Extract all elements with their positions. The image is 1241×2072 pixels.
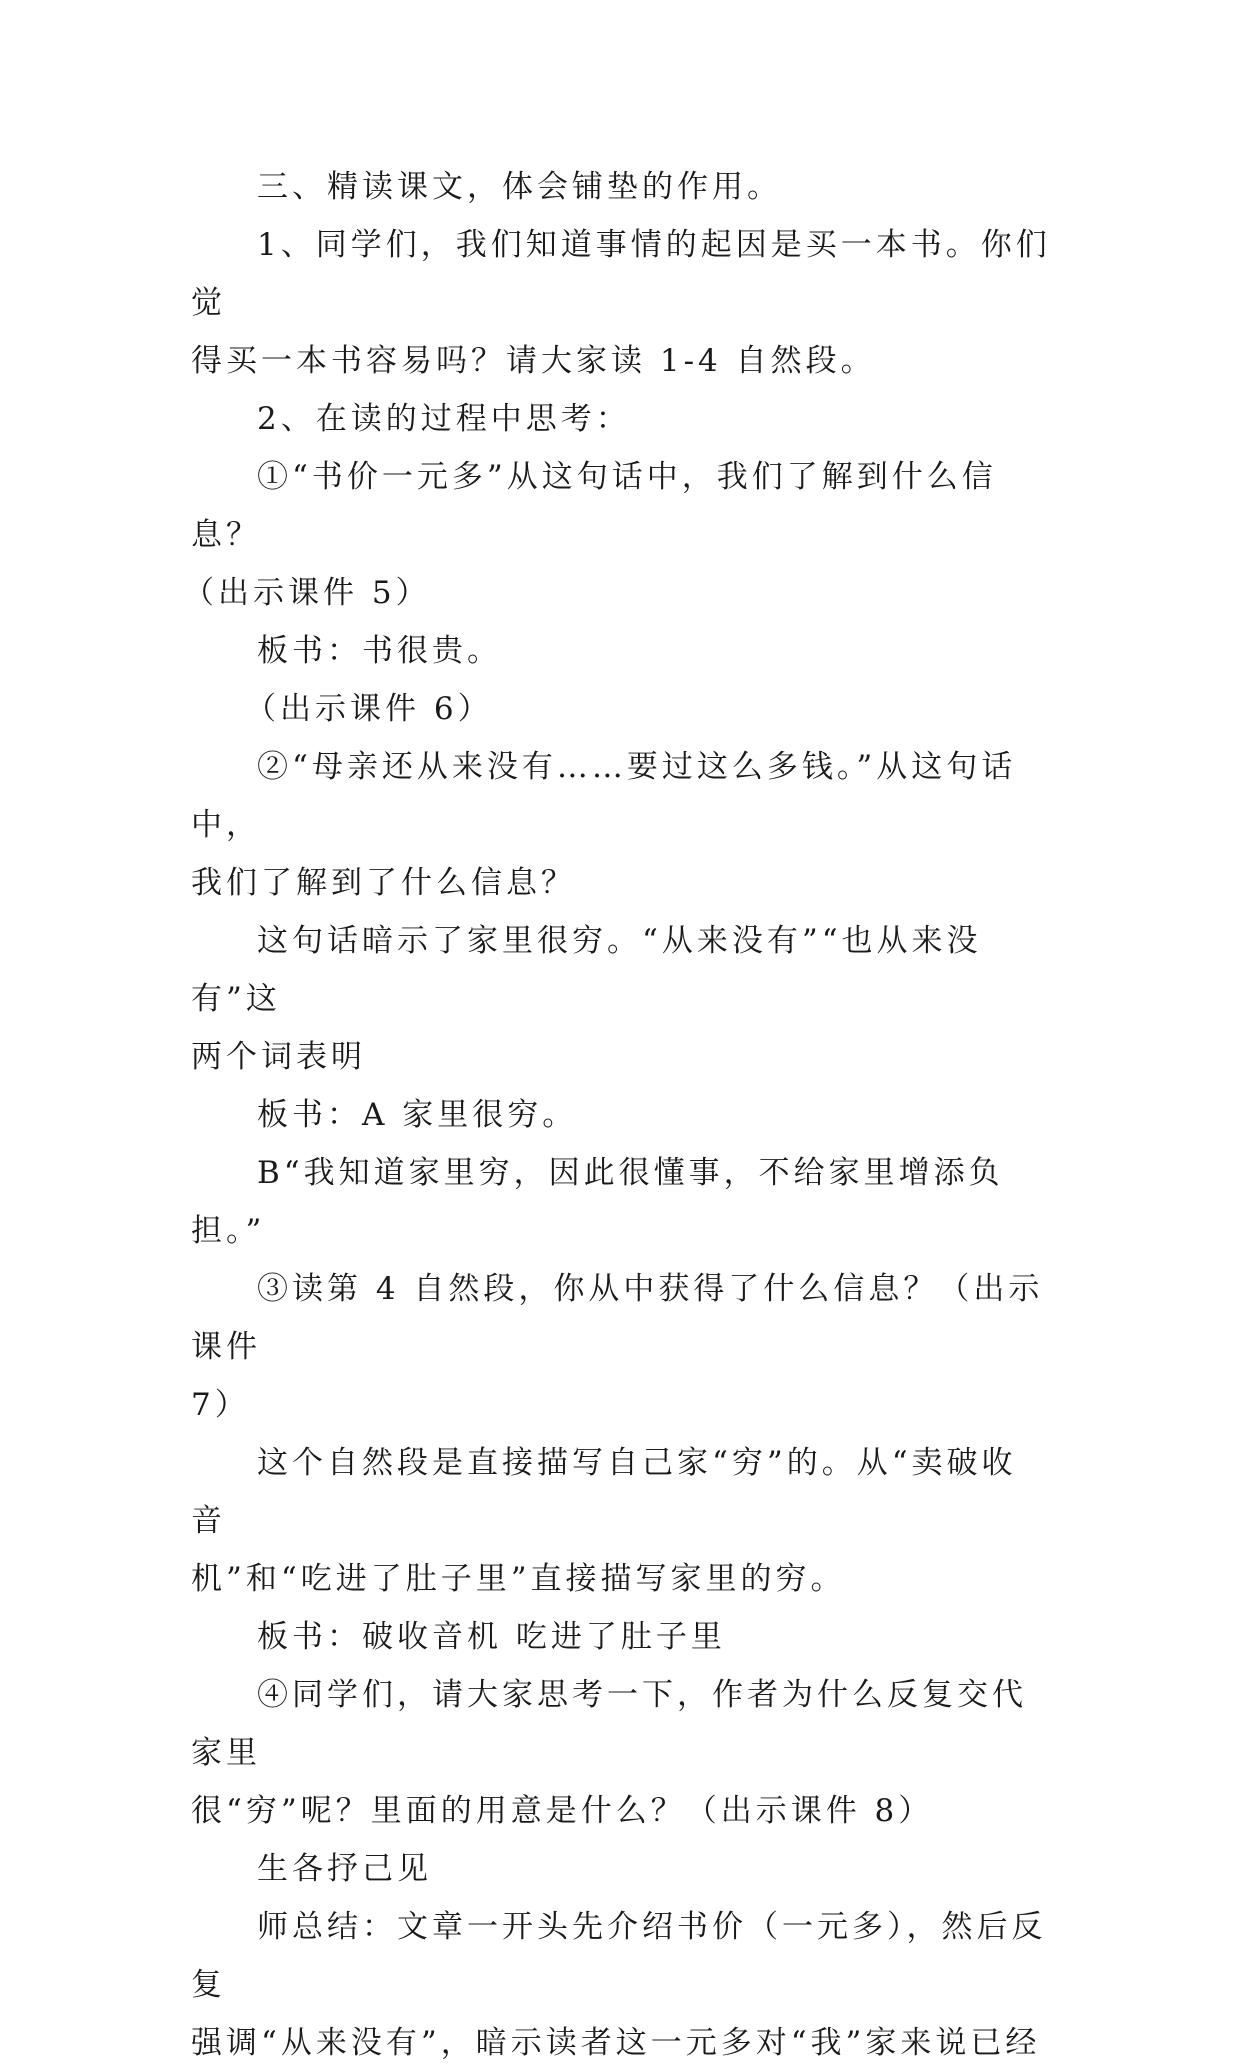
paragraph-line [191,622,1051,680]
paragraph-line [191,1028,1051,1086]
text-line: （出示课件 5） [183,575,431,611]
paragraph-line [191,448,1051,564]
text-line: ④同学们，请大家思考一下，作者为什么反复交代家里 [191,1677,1027,1771]
section-heading [191,158,1051,216]
text-line: 板书：A 家里很穷。 [257,1097,578,1133]
text-line: 我们了解到了什么信息？ [191,865,576,901]
text-line: 这句话暗示了家里很穷。“从来没有”“也从来没有”这 [191,923,982,1017]
text-line: ③读第 4 自然段，你从中获得了什么信息？（出示课件 [191,1271,1044,1365]
text-line: 这个自然段是直接描写自己家“穷”的。从“卖破收音 [191,1445,1017,1539]
text-line: 板书：破收音机 吃进了肚子里 [257,1619,726,1655]
paragraph-line [191,1260,1051,1376]
text-line: B“我知道家里穷，因此很懂事，不给家里增添负担。” [191,1155,1004,1249]
paragraph-line [191,912,1051,1028]
text-line: 板书：书很贵。 [257,633,502,669]
text-line: ①“书价一元多”从这句话中，我们了解到什么信息？ [191,459,997,553]
text-line: 1、同学们，我们知道事情的起因是买一本书。你们觉 [191,227,1051,321]
text-line: 强调“从来没有”，暗示读者这一元多对“我”家来说已经 [191,2025,1041,2061]
paragraph-line [191,332,1051,390]
paragraph-line [191,1550,1051,1608]
paragraph-line [191,1144,1051,1260]
paragraph-line [191,1434,1051,1550]
paragraph-line [191,2014,1051,2072]
text-line: 师总结：文章一开头先介绍书价（一元多），然后反复 [191,1909,1047,2003]
text-line: （出示课件 6） [245,691,493,727]
paragraph-line [191,854,1051,912]
paragraph-line [191,216,1051,332]
paragraph-line [191,1840,1051,1898]
paragraph-line [191,1898,1051,2014]
paragraph-line [191,390,1051,448]
text-line: 得买一本书容易吗？请大家读 1-4 自然段。 [191,343,876,379]
paragraph-line [191,1666,1051,1782]
text-line: 两个词表明 [191,1039,366,1075]
text-line: 7） [191,1387,250,1423]
text-line: 生各抒己见 [257,1851,432,1887]
paragraph-line [191,680,1051,738]
text-line: ②“母亲还从来没有……要过这么多钱。”从这句话中， [191,749,1017,843]
paragraph-line [191,738,1051,854]
paragraph-line [191,1086,1051,1144]
document-body [183,158,1051,2072]
paragraph-line [191,1376,1051,1434]
paragraph-line [183,564,1051,622]
text-line: 机”和“吃进了肚子里”直接描写家里的穷。 [191,1561,846,1597]
text-line: 三、精读课文，体会铺垫的作用。 [257,169,782,205]
paragraph-line [191,1782,1051,1840]
text-line: 2、在读的过程中思考： [257,401,631,437]
paragraph-line [191,1608,1051,1666]
text-line: 很“穷”呢？里面的用意是什么？（出示课件 8） [191,1793,934,1829]
